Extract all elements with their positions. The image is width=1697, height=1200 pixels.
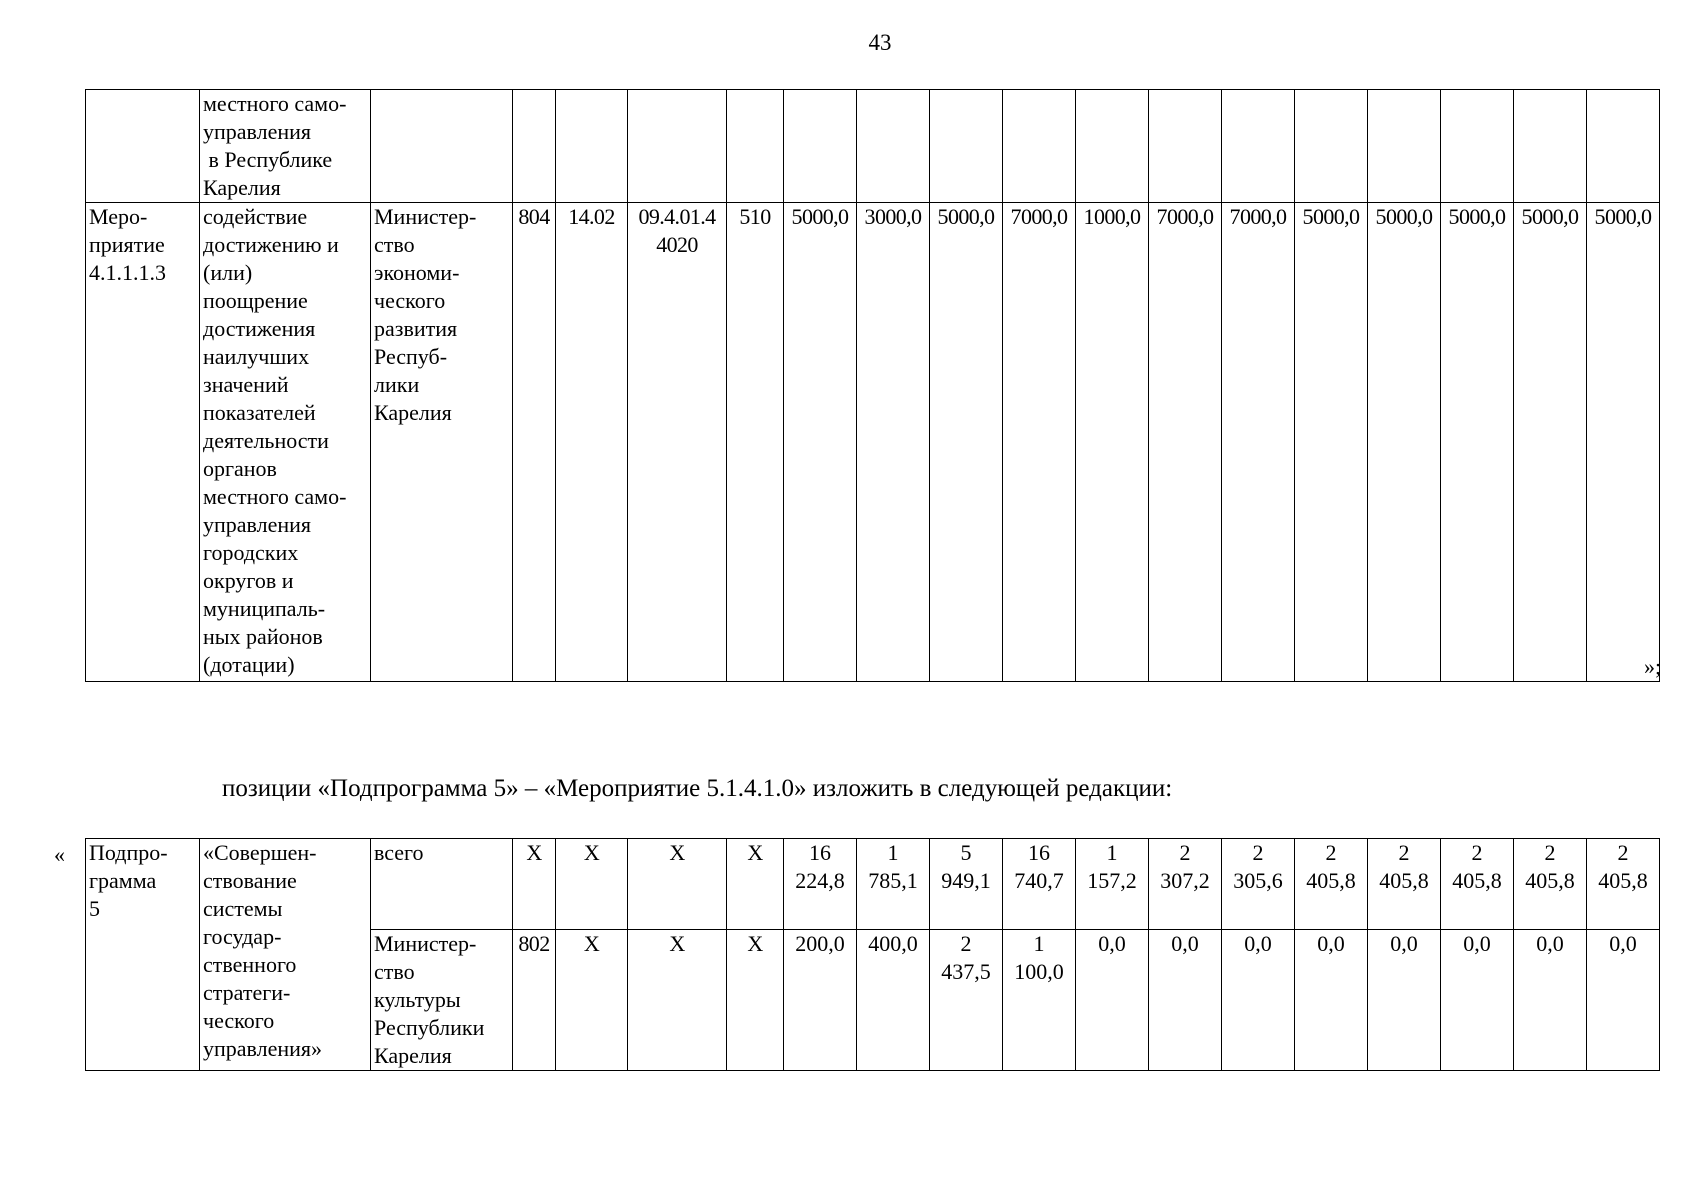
cell-text: 1000,0	[1083, 204, 1141, 229]
table-cell	[628, 203, 727, 682]
cell-text: 2	[1179, 840, 1191, 865]
table-cell	[930, 839, 1003, 930]
cell-text: ство	[374, 232, 415, 257]
cell-text: всего	[374, 840, 424, 865]
cell-text: 405,8	[1306, 868, 1356, 893]
cell-text: Карелия	[203, 175, 281, 200]
table-cell	[86, 839, 200, 1071]
cell-text: Меро-	[89, 204, 148, 229]
cell-text: государ-	[203, 924, 282, 949]
table-cell	[628, 839, 727, 930]
table-cell	[200, 839, 371, 1071]
cell-text: Министер-	[374, 204, 477, 229]
cell-text: 5000,0	[791, 204, 849, 229]
cell-text: достижению и	[203, 232, 339, 257]
table-cell	[1295, 203, 1368, 682]
cell-text: 5000,0	[1521, 204, 1579, 229]
table-cell	[86, 90, 200, 203]
cell-text: 16	[809, 840, 831, 865]
cell-text: 09.4.01.4	[638, 204, 716, 229]
table-cell	[857, 839, 930, 930]
table-cell	[1003, 930, 1076, 1071]
cell-text: Респуб-	[374, 344, 448, 369]
table-cell	[1076, 203, 1149, 682]
cell-text: ческого	[203, 1008, 275, 1033]
cell-text: Х	[669, 840, 685, 865]
table-cell	[513, 90, 556, 203]
cell-text: ных районов	[203, 624, 323, 649]
cell-text: 405,8	[1379, 868, 1429, 893]
table-cell	[1003, 90, 1076, 203]
cell-text: 100,0	[1014, 959, 1064, 984]
cell-text: ственного	[203, 952, 297, 977]
table-row	[86, 90, 1660, 203]
cell-text: местного само-	[203, 91, 347, 116]
cell-text: Подпро-	[89, 840, 168, 865]
cell-text: 0,0	[1536, 931, 1564, 956]
table-cell	[556, 930, 628, 1071]
cell-text: 5000,0	[1375, 204, 1433, 229]
table-cell	[784, 930, 857, 1071]
page-number: 43	[868, 30, 892, 55]
table-cell	[1441, 203, 1514, 682]
cell-text: Х	[583, 931, 600, 956]
table-row	[86, 203, 1660, 682]
cell-text: наилучших	[203, 344, 310, 369]
table-cell	[784, 203, 857, 682]
table-cell	[1003, 203, 1076, 682]
table-cell	[1514, 203, 1587, 682]
table-cell	[1587, 839, 1660, 930]
table-cell	[1222, 839, 1295, 930]
cell-text: 400,0	[868, 931, 918, 956]
cell-text: ческого	[374, 288, 446, 313]
closing-quote: »;	[1644, 654, 1662, 679]
cell-text: городских	[203, 540, 299, 565]
cell-text: показателей	[203, 400, 316, 425]
table-cell	[513, 203, 556, 682]
table-cell	[1295, 90, 1368, 203]
table-cell	[1441, 930, 1514, 1071]
table-subprogram-5	[85, 838, 1660, 1071]
table-cell	[857, 930, 930, 1071]
table-cell	[1222, 203, 1295, 682]
table-cell	[1295, 930, 1368, 1071]
cell-text: органов	[203, 456, 277, 481]
cell-text: стратеги-	[203, 980, 291, 1005]
cell-text: 4020	[656, 232, 698, 257]
cell-text: 740,7	[1014, 868, 1064, 893]
cell-text: 7000,0	[1229, 204, 1287, 229]
cell-text: 5000,0	[937, 204, 995, 229]
cell-text: 804	[518, 204, 550, 229]
cell-text: (дотации)	[203, 652, 295, 677]
table-cell	[1076, 839, 1149, 930]
table-cell	[556, 839, 628, 930]
cell-text: 3000,0	[864, 204, 922, 229]
table-cell	[556, 203, 628, 682]
cell-text: экономи-	[374, 260, 460, 285]
cell-text: 2	[1617, 840, 1629, 865]
table-cell	[1003, 839, 1076, 930]
cell-text: в Республике	[203, 147, 333, 172]
table-cell	[1222, 930, 1295, 1071]
cell-text: управления	[203, 119, 312, 144]
cell-text: 307,2	[1160, 868, 1210, 893]
cell-text: 157,2	[1087, 868, 1137, 893]
cell-text: 7000,0	[1156, 204, 1214, 229]
table-cell	[200, 90, 371, 203]
cell-text: развития	[374, 316, 458, 341]
cell-text: 7000,0	[1010, 204, 1068, 229]
cell-text: деятельности	[203, 428, 329, 453]
cell-text: 1	[1033, 931, 1045, 956]
cell-text: управления	[203, 512, 312, 537]
cell-text: значений	[203, 372, 289, 397]
table-cell	[727, 930, 784, 1071]
table-cell	[1514, 839, 1587, 930]
table-cell	[857, 203, 930, 682]
cell-text: Министер-	[374, 931, 477, 956]
cell-text: ство	[374, 959, 415, 984]
table-cell	[371, 930, 513, 1071]
table-cell	[1441, 839, 1514, 930]
cell-text: местного само-	[203, 484, 347, 509]
cell-text: 5	[960, 840, 972, 865]
table-cell	[1149, 930, 1222, 1071]
cell-text: системы	[203, 896, 283, 921]
cell-text: лики	[374, 372, 420, 397]
table-cell	[1222, 90, 1295, 203]
cell-text: управления»	[203, 1036, 323, 1061]
cell-text: 0,0	[1098, 931, 1126, 956]
cell-text: Х	[747, 840, 763, 865]
cell-text: поощрение	[203, 288, 308, 313]
table-cell	[1514, 90, 1587, 203]
cell-text: 0,0	[1244, 931, 1272, 956]
cell-text: 305,6	[1233, 868, 1283, 893]
cell-text: 0,0	[1171, 931, 1199, 956]
table-budget-continuation	[85, 89, 1660, 682]
table-cell	[371, 839, 513, 930]
cell-text: 1	[887, 840, 899, 865]
table-cell	[1587, 930, 1660, 1071]
table-cell	[727, 90, 784, 203]
cell-text: 0,0	[1609, 931, 1637, 956]
cell-text: 224,8	[795, 868, 845, 893]
table-cell	[1368, 930, 1441, 1071]
cell-text: 2	[1471, 840, 1483, 865]
table-cell	[1368, 839, 1441, 930]
cell-text: 405,8	[1598, 868, 1648, 893]
table-cell	[628, 90, 727, 203]
table-cell	[1441, 90, 1514, 203]
table-cell	[86, 203, 200, 682]
cell-text: 949,1	[941, 868, 991, 893]
cell-text: Карелия	[374, 400, 452, 425]
table-cell	[371, 203, 513, 682]
cell-text: 510	[739, 204, 771, 229]
cell-text: 437,5	[941, 959, 991, 984]
cell-text: приятие	[89, 232, 165, 257]
table-cell	[513, 839, 556, 930]
cell-text: 5000,0	[1594, 204, 1652, 229]
cell-text: содействие	[203, 204, 308, 229]
cell-text: 405,8	[1452, 868, 1502, 893]
cell-text: 802	[518, 931, 550, 956]
cell-text: 2	[1398, 840, 1410, 865]
cell-text: ствование	[203, 868, 297, 893]
cell-text: 5	[89, 896, 100, 921]
table-cell	[1149, 839, 1222, 930]
table-cell	[1149, 90, 1222, 203]
cell-text: (или)	[203, 260, 253, 285]
table-cell	[1587, 90, 1660, 203]
cell-text: Х	[583, 840, 600, 865]
table-cell	[628, 930, 727, 1071]
cell-text: Х	[669, 931, 685, 956]
cell-text: округов и	[203, 568, 294, 593]
table-cell	[857, 90, 930, 203]
table-cell	[1368, 203, 1441, 682]
cell-text: «Совершен-	[203, 840, 317, 865]
table-cell	[513, 930, 556, 1071]
cell-text: 1	[1106, 840, 1118, 865]
instruction-paragraph: позиции «Подпрограмма 5» – «Мероприятие 5.1.4.1.0» изложить в следующей редакции:	[222, 775, 1173, 802]
cell-text: 5000,0	[1302, 204, 1360, 229]
cell-text: Республики	[374, 1015, 485, 1040]
cell-text: грамма	[89, 868, 157, 893]
cell-text: Х	[526, 840, 542, 865]
cell-text: 785,1	[868, 868, 918, 893]
table-cell	[200, 203, 371, 682]
cell-text: 405,8	[1525, 868, 1575, 893]
cell-text: 2	[1252, 840, 1264, 865]
cell-text: 5000,0	[1448, 204, 1506, 229]
table-cell	[930, 203, 1003, 682]
table-cell	[727, 203, 784, 682]
table-cell	[930, 90, 1003, 203]
cell-text: Карелия	[374, 1043, 452, 1068]
cell-text: 0,0	[1390, 931, 1418, 956]
table-cell	[1587, 203, 1660, 682]
table-cell	[1368, 90, 1441, 203]
cell-text: Х	[747, 931, 763, 956]
opening-quote: «	[54, 842, 65, 867]
cell-text: культуры	[374, 987, 461, 1012]
cell-text: 2	[1325, 840, 1337, 865]
cell-text: 2	[960, 931, 972, 956]
table-cell	[1076, 930, 1149, 1071]
table-cell	[727, 839, 784, 930]
cell-text: муниципаль-	[203, 596, 326, 621]
table-cell	[1149, 203, 1222, 682]
cell-text: 200,0	[795, 931, 845, 956]
table-cell	[784, 839, 857, 930]
cell-text: 0,0	[1317, 931, 1345, 956]
cell-text: 16	[1028, 840, 1050, 865]
table-row	[86, 839, 1660, 930]
table-cell	[930, 930, 1003, 1071]
table-cell	[1514, 930, 1587, 1071]
table-cell	[1295, 839, 1368, 930]
table-cell	[784, 90, 857, 203]
table-cell	[1076, 90, 1149, 203]
cell-text: достижения	[203, 316, 316, 341]
cell-text: 0,0	[1463, 931, 1491, 956]
cell-text: 4.1.1.1.3	[89, 260, 166, 285]
cell-text: 2	[1544, 840, 1556, 865]
cell-text: 14.02	[568, 204, 615, 229]
table-cell	[556, 90, 628, 203]
table-cell	[371, 90, 513, 203]
